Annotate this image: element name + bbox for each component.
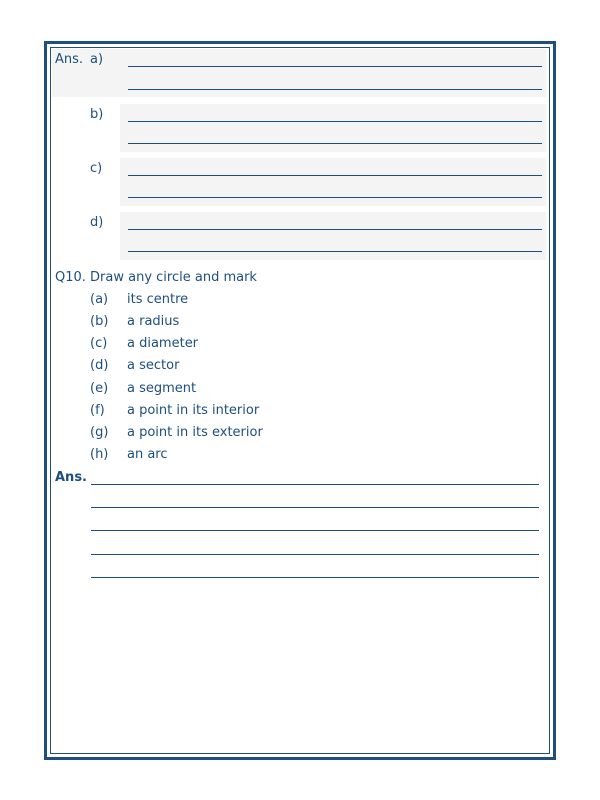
part-text: an arc: [127, 447, 168, 462]
part-label: (e): [90, 381, 109, 396]
part-text: a diameter: [127, 336, 199, 351]
part-text: a segment: [127, 381, 197, 396]
answer-item-label-d: d): [90, 215, 104, 230]
answer-line[interactable]: [128, 229, 542, 230]
answer-shade-c: [120, 158, 546, 206]
part-label: (f): [90, 403, 105, 418]
part-label: (d): [90, 358, 109, 373]
answer-line[interactable]: [128, 143, 542, 144]
part-text: a sector: [127, 358, 180, 373]
answer-line[interactable]: [91, 484, 539, 485]
answer-item-label-a: a): [90, 52, 104, 67]
ans-label: Ans.: [55, 52, 84, 67]
part-label: (h): [90, 447, 109, 462]
part-label: (a): [90, 292, 109, 307]
answer-area-label: Ans.: [55, 470, 87, 485]
part-label: (b): [90, 314, 109, 329]
part-label: (c): [90, 336, 108, 351]
answer-line[interactable]: [91, 507, 539, 508]
answer-line[interactable]: [128, 66, 542, 67]
answer-shade-b: [120, 104, 546, 152]
answer-line[interactable]: [128, 251, 542, 252]
part-text: a radius: [127, 314, 180, 329]
answer-line[interactable]: [91, 577, 539, 578]
part-text: a point in its exterior: [127, 425, 263, 440]
part-text: a point in its interior: [127, 403, 260, 418]
answer-shade-d: [120, 212, 546, 260]
answer-line[interactable]: [128, 89, 542, 90]
answer-item-label-c: c): [90, 161, 103, 176]
answer-line[interactable]: [128, 121, 542, 122]
part-label: (g): [90, 425, 109, 440]
answer-line[interactable]: [91, 530, 539, 531]
answer-line[interactable]: [91, 554, 539, 555]
part-text: its centre: [127, 292, 189, 307]
answer-item-label-b: b): [90, 107, 104, 122]
answer-line[interactable]: [128, 197, 542, 198]
page-border-inner: [50, 47, 550, 754]
answer-line[interactable]: [128, 175, 542, 176]
question-text: Q10. Draw any circle and mark: [55, 270, 257, 285]
